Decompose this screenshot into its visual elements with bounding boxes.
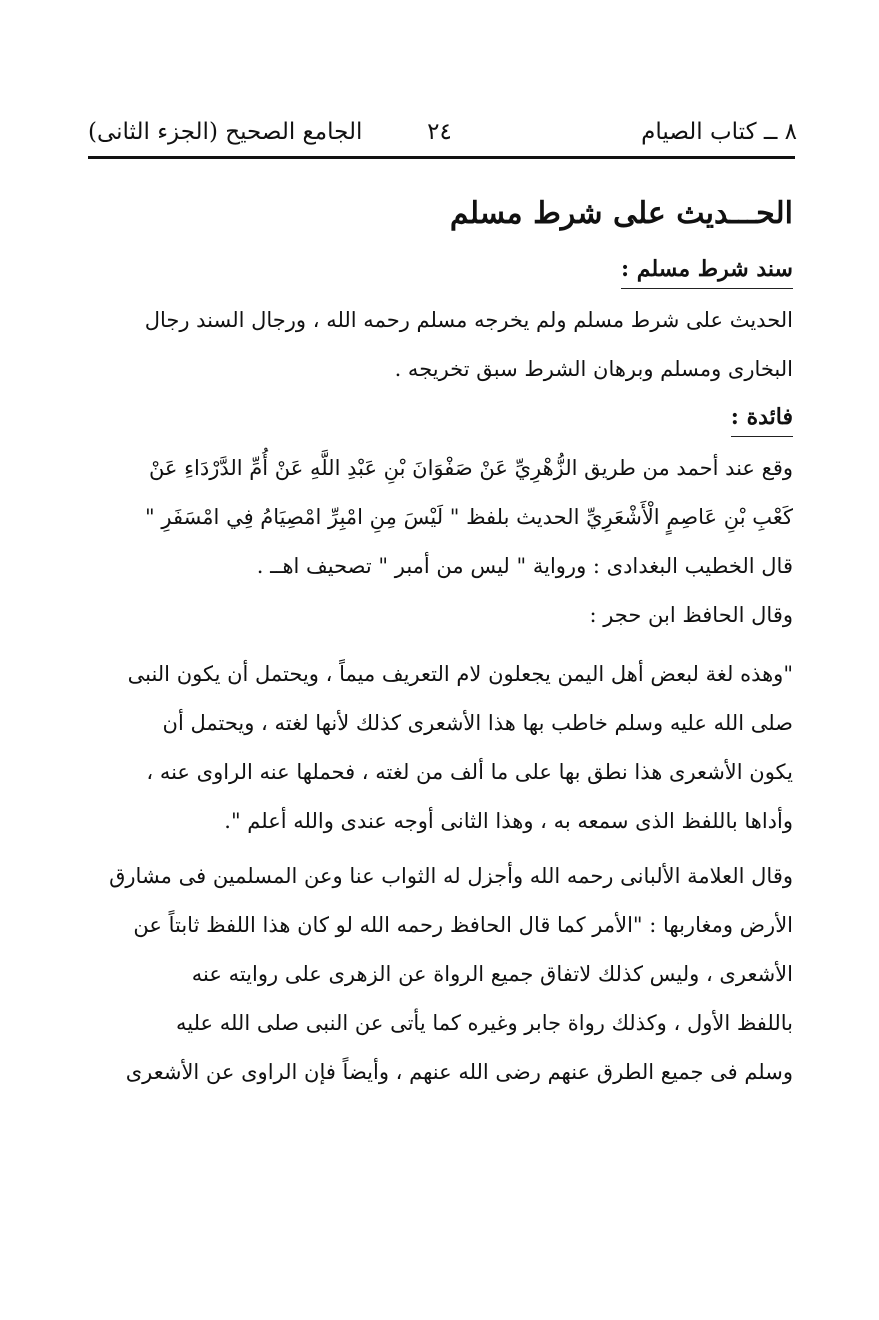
header-book-title: الجامع الصحيح (الجزء الثانى) [88, 119, 363, 145]
sanad-heading: سند شرط مسلم : [621, 252, 793, 289]
text-line: الحديث على شرط مسلم ولم يخرجه مسلم رحمه الله ، ورجال السند رجال [144, 308, 793, 332]
text-line: "وهذه لغة لبعض أهل اليمن يجعلون لام التعريف ميماً ، ويحتمل أن يكون النبى [127, 662, 793, 686]
text-line: وسلم فى جميع الطرق عنهم رضى الله عنهم ، وأيضاً فإن الراوى عن الأشعرى [125, 1060, 793, 1084]
text-line: قال الخطيب البغدادى : ورواية " ليس من أمبر " تصحيف اهــ . [256, 554, 793, 578]
text-line: وقال الحافظ ابن حجر : [589, 603, 793, 627]
text-line: باللفظ الأول ، وكذلك رواة جابر وغيره كما يأتى عن النبى صلى الله عليه [175, 1011, 793, 1035]
text-line: الأشعرى ، وليس كذلك لاتفاق جميع الرواة عن الزهرى على روايته عنه [191, 962, 793, 986]
ibn-hajar-quote [104, 650, 793, 846]
text-line: الأرض ومغاربها : "الأمر كما قال الحافظ رحمه الله لو كان هذا اللفظ ثابتاً عن [133, 913, 793, 937]
text-line: وقع عند أحمد من طريق الزُّهْرِيِّ عَنْ صَفْوَانَ بْنِ عَبْدِ اللَّهِ عَنْ أُمِّ الدَّرْدَاءِ عَنْ [148, 456, 793, 480]
faida-paragraph [108, 444, 793, 640]
header-divider [88, 156, 795, 159]
text-line: صلى الله عليه وسلم خاطب بها هذا الأشعرى كذلك لأنها لغته ، ويحتمل أن [162, 711, 793, 735]
text-line: البخارى ومسلم وبرهان الشرط سبق تخريجه . [394, 357, 793, 381]
header-page-number: ٢٤ [427, 119, 452, 145]
text-line: وقال العلامة الألبانى رحمه الله وأجزل له الثواب عنا وعن المسلمين فى مشارق [109, 864, 793, 888]
section-title: الحـــديث على شرط مسلم [449, 196, 793, 231]
albani-paragraph [104, 852, 793, 1097]
text-line: كَعْبِ بْنِ عَاصِمٍ الْأَشْعَرِيِّ الحديث بلفظ " لَيْسَ مِنِ امْبِرِّ امْصِيَامُ فِي امْسَفَرِ " [145, 505, 793, 529]
header-chapter-title: ٨ ــ كتاب الصيام [641, 119, 797, 145]
faida-heading: فائدة : [731, 400, 793, 437]
text-line: وأداها باللفظ الذى سمعه به ، وهذا الثانى أوجه عندى والله أعلم ". [224, 809, 793, 833]
sanad-paragraph [108, 296, 793, 394]
text-line: يكون الأشعرى هذا نطق بها على ما ألف من لغته ، فحملها عنه الراوى عنه ، [146, 760, 793, 784]
